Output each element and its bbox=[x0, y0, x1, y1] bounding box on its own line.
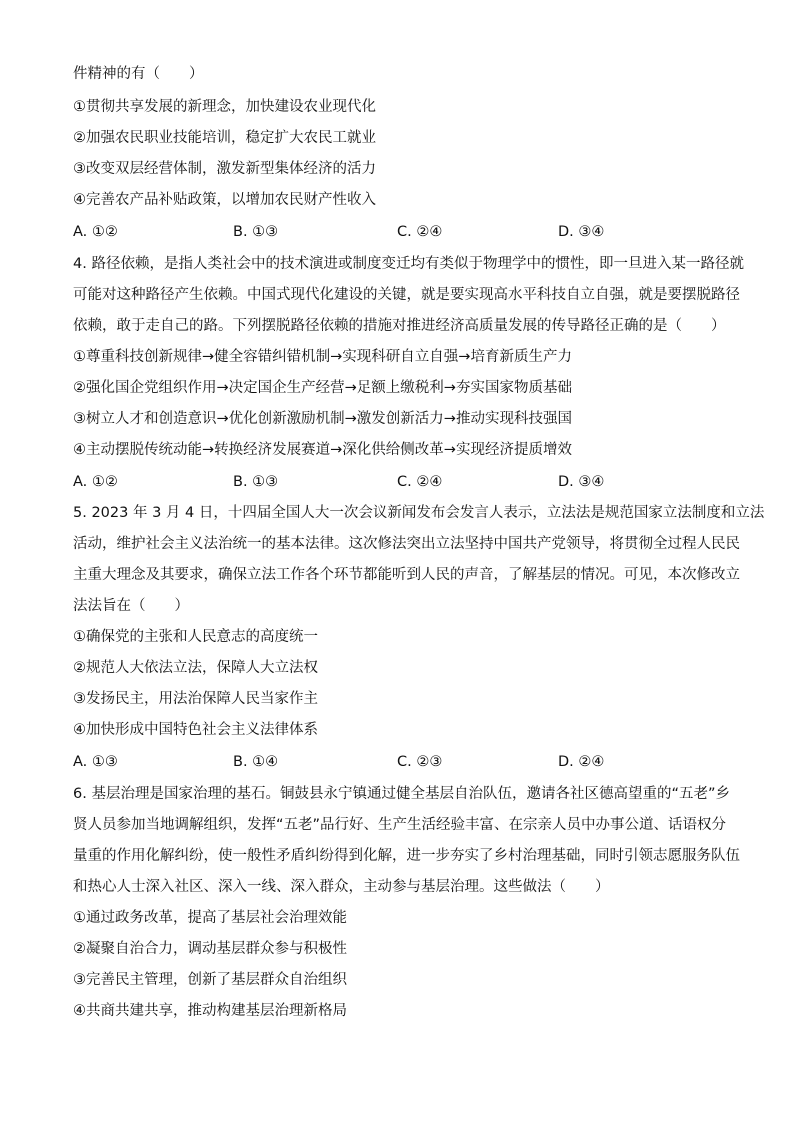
q5-stem-line-2: 活动，维护社会主义法治统一的基本法律。这次修法突出立法坚持中国共产党领导，将贯彻全过程人民民 bbox=[73, 536, 740, 552]
q5-option-a[interactable]: A. ①③ bbox=[73, 754, 118, 770]
q3-stem-tail: 件精神的有（ ） bbox=[73, 66, 204, 82]
q3-option-d[interactable]: D. ③④ bbox=[558, 224, 605, 240]
q5-stem-line-3: 主重大理念及其要求，确保立法工作各个环节都能听到人民的声音，了解基层的情况。可见，本次修改立 bbox=[73, 567, 740, 583]
q4-item-2: ②强化国企党组织作用→决定国企生产经营→足额上缴税利→夯实国家物质基础 bbox=[73, 380, 572, 396]
q5-item-2: ②规范人大依法立法，保障人大立法权 bbox=[73, 660, 318, 676]
q3-item-1: ①贯彻共享发展的新理念，加快建设农业现代化 bbox=[73, 99, 376, 115]
q5-option-b[interactable]: B. ①④ bbox=[233, 754, 279, 770]
q6-item-1: ①通过政务改革，提高了基层社会治理效能 bbox=[73, 910, 347, 926]
q3-item-2: ②加强农民职业技能培训，稳定扩大农民工就业 bbox=[73, 130, 376, 146]
q3-option-a[interactable]: A. ①② bbox=[73, 224, 118, 240]
q6-stem-line-3: 量重的作用化解纠纷，使一般性矛盾纠纷得到化解，进一步夯实了乡村治理基础，同时引领志愿服务队伍 bbox=[73, 848, 740, 864]
q6-item-2: ②凝聚自治合力，调动基层群众参与积极性 bbox=[73, 941, 347, 957]
q4-options bbox=[73, 472, 753, 492]
q4-option-d[interactable]: D. ③④ bbox=[558, 474, 605, 490]
q4-option-a[interactable]: A. ①② bbox=[73, 474, 118, 490]
q5-option-d[interactable]: D. ②④ bbox=[558, 754, 605, 770]
q6-stem-line-4: 和热心人士深入社区、深入一线、深入群众，主动参与基层治理。这些做法（ ） bbox=[73, 879, 610, 895]
q4-stem-line-3: 依赖，敢于走自己的路。下列摆脱路径依赖的措施对推进经济高质量发展的传导路径正确的是（ ） bbox=[73, 318, 726, 334]
q5-options bbox=[73, 752, 753, 772]
q6-stem-line-1: 6. 基层治理是国家治理的基石。铜鼓县永宁镇通过健全基层自治队伍，邀请各社区德高望重的“五老”乡 bbox=[73, 786, 730, 802]
q3-item-4: ④完善农产品补贴政策，以增加农民财产性收入 bbox=[73, 192, 376, 208]
q4-option-b[interactable]: B. ①③ bbox=[233, 474, 279, 490]
q3-item-3: ③改变双层经营体制，激发新型集体经济的活力 bbox=[73, 161, 376, 177]
q3-option-b[interactable]: B. ①③ bbox=[233, 224, 279, 240]
q4-item-1: ①尊重科技创新规律→健全容错纠错机制→实现科研自立自强→培育新质生产力 bbox=[73, 349, 572, 365]
q5-item-1: ①确保党的主张和人民意志的高度统一 bbox=[73, 629, 318, 645]
q6-stem-line-2: 贤人员参加当地调解组织，发挥“五老”品行好、生产生活经验丰富、在宗亲人员中办事公道、话语权分 bbox=[73, 817, 727, 833]
q6-item-3: ③完善民主管理，创新了基层群众自治组织 bbox=[73, 972, 347, 988]
q6-item-4: ④共商共建共享，推动构建基层治理新格局 bbox=[73, 1003, 347, 1019]
q4-item-4: ④主动摆脱传统动能→转换经济发展赛道→深化供给侧改革→实现经济提质增效 bbox=[73, 442, 572, 458]
q3-option-c[interactable]: C. ②④ bbox=[397, 224, 443, 240]
q5-item-4: ④加快形成中国特色社会主义法律体系 bbox=[73, 722, 318, 738]
q4-stem-line-2: 可能对这种路径产生依赖。中国式现代化建设的关键，就是要实现高水平科技自立自强，就是要摆脱路径 bbox=[73, 287, 740, 303]
q4-option-c[interactable]: C. ②④ bbox=[397, 474, 443, 490]
q5-stem-line-4: 法法旨在（ ） bbox=[73, 598, 189, 614]
q5-stem-line-1: 5. 2023 年 3 月 4 日，十四届全国人大一次会议新闻发布会发言人表示，立法法是规范国家立法制度和立法 bbox=[73, 505, 765, 521]
q5-option-c[interactable]: C. ②③ bbox=[397, 754, 443, 770]
q4-item-3: ③树立人才和创造意识→优化创新激励机制→激发创新活力→推动实现科技强国 bbox=[73, 411, 572, 427]
q4-stem-line-1: 4. 路径依赖，是指人类社会中的技术演进或制度变迁均有类似于物理学中的惯性，即一旦进入某一路径就 bbox=[73, 256, 744, 272]
q5-item-3: ③发扬民主，用法治保障人民当家作主 bbox=[73, 691, 318, 707]
q3-options bbox=[73, 222, 753, 242]
